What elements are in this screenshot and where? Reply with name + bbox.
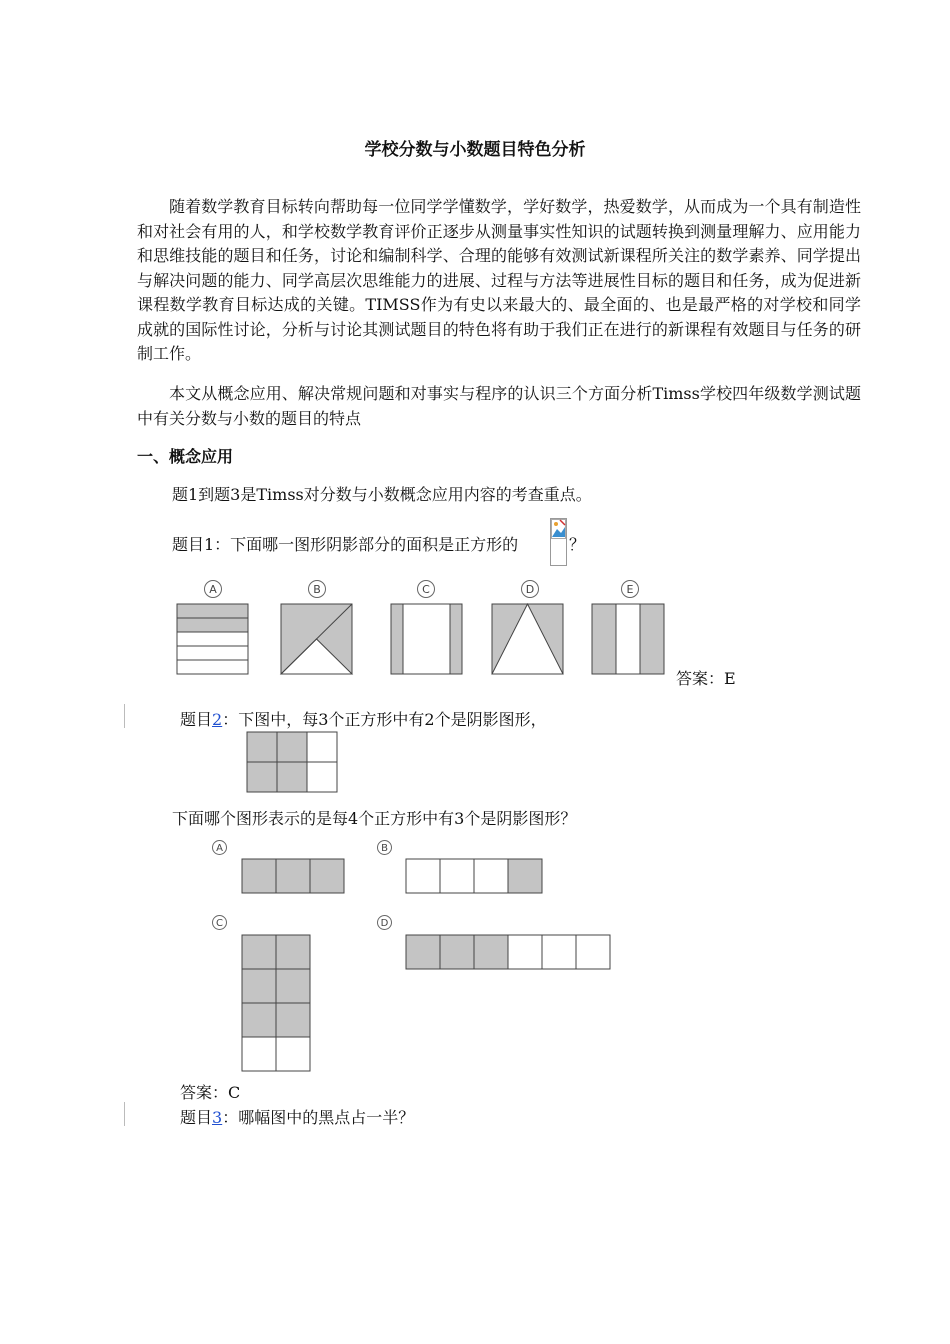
q1-figure-b	[281, 604, 352, 674]
question-3-link[interactable]: 3	[212, 1108, 223, 1127]
q1-figure-d	[492, 604, 563, 674]
q1-option-c-label: C	[417, 580, 435, 598]
question-2-question: 下面哪个图形表示的是每4个正方形中有3个是阴影图形？	[172, 809, 577, 828]
question-1-label: 题目1：下面哪一图形阴影部分的面积是正方形的	[172, 535, 519, 554]
q2-option-c-label: C	[212, 915, 227, 930]
section-intro: 题1到题3是Timss对分数与小数概念应用内容的考查重点。	[172, 485, 592, 504]
q2-figure-c	[241, 934, 313, 1074]
q2-option-d-label: D	[377, 915, 392, 930]
question-2-link[interactable]: 2	[212, 710, 223, 729]
q2-example-grid	[246, 731, 338, 793]
question-3-body: ：哪幅图中的黑点占一半？	[222, 1108, 415, 1127]
intro-paragraph: 随着数学教育目标转向帮助每一位同学学懂数学，学好数学，热爱数学，从而成为一个具有制造性和对社会有用的人，和学校数学教育评价正逐步从测量事实性知识的试题转换到测量理解力、应用能力和思维技能的题目和任务，讨论和编制科学、合理的能够有效测试新课程所关注的数学素养、同学提出与解决问题的能力、同学高层次思维能力的进展、过程与方法等进展性目标的题目和任务，成为促进新课程数学教育目标达成的关键。TIMSS作为有史以来最大的、最全面的、也是最严格的对学校和同学成就的国际性讨论，分析与讨论其测试题目的特色将有助于我们正在进行的新课程有效题目与任务的研制工作。	[137, 197, 861, 363]
section-heading: 一、概念应用	[137, 447, 234, 466]
page-title: 学校分数与小数题目特色分析	[364, 140, 586, 160]
q1-option-a-label: A	[204, 580, 222, 598]
q2-option-a-label: A	[212, 840, 227, 855]
question-2-text	[180, 707, 547, 730]
question-2-prefix: 题目	[180, 710, 213, 729]
question-2-body: ：下图中，每3个正方形中有2个是阴影图形，	[222, 710, 547, 729]
question-1-suffix: ？	[569, 535, 586, 554]
q1-option-e-label: E	[621, 580, 639, 598]
q2-answer: 答案：C	[180, 1083, 241, 1102]
q2-figure-a	[241, 858, 347, 894]
q1-option-d-label: D	[521, 580, 539, 598]
q1-figure-e	[592, 604, 664, 674]
q1-answer: 答案：E	[676, 669, 736, 688]
question-3-prefix: 题目	[180, 1108, 213, 1127]
question-3-text	[180, 1105, 414, 1128]
revision-marker	[124, 704, 125, 728]
q1-figure-c	[391, 604, 462, 674]
question-1-text	[172, 532, 518, 555]
q2-option-b-label: B	[377, 840, 392, 855]
q1-option-b-label: B	[308, 580, 326, 598]
q1-figures	[175, 602, 667, 678]
scope-paragraph: 本文从概念应用、解决常规问题和对事实与程序的认识三个方面分析Timss学校四年级数学测试题中有关分数与小数的题目的特点	[137, 384, 861, 428]
q2-figure-b	[405, 858, 545, 894]
revision-marker-2	[124, 1102, 125, 1126]
q1-figure-a	[177, 604, 248, 674]
q2-figure-d	[405, 934, 613, 970]
broken-image-icon	[550, 518, 567, 566]
